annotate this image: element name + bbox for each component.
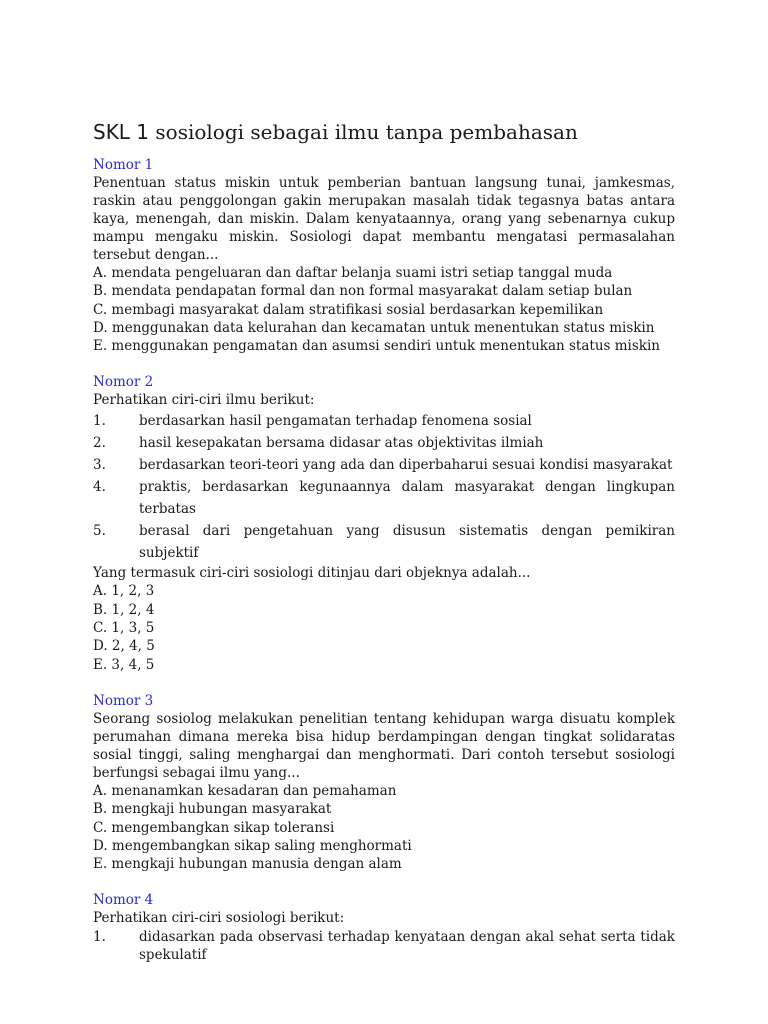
question-3: [93, 692, 675, 873]
question-1-option-a: A. mendata pengeluaran dan daftar belanja suami istri setiap tanggal muda: [93, 265, 613, 281]
question-3-option-a: A. menanamkan kesadaran dan pemahaman: [93, 782, 397, 799]
list-item: 3. berdasarkan teori-teori yang ada dan diperbaharui sesuai kondisi masyarakat: [93, 456, 673, 473]
question-2-heading: Nomor 2: [93, 374, 154, 391]
question-3-option-e: E. mengkaji hubungan manusia dengan alam: [93, 856, 402, 873]
question-2-option-e: E. 3, 4, 5: [93, 656, 155, 673]
list-item: 1. berdasarkan hasil pengamatan terhadap fenomena sosial: [93, 412, 532, 429]
question-2-option-c: C. 1, 3, 5: [93, 620, 155, 637]
list-item: 4. praktis, berdasarkan kegunaannya dalam masyarakat dengan lingkupan terbatas: [93, 478, 675, 517]
question-1: [93, 156, 675, 355]
title-subject: sosiologi sebagai ilmu tanpa pembahasan: [149, 120, 578, 144]
list-item: 1. didasarkan pada observasi terhadap kenyataan dengan akal sehat serta tidak spekulatif: [93, 928, 675, 963]
question-2-text: Yang termasuk ciri-ciri sosiologi ditinjau dari objeknya adalah...: [93, 564, 531, 581]
page-title: [93, 118, 675, 146]
question-2-option-b: B. 1, 2, 4: [93, 601, 155, 618]
question-1-option-b: B. mendata pendapatan formal dan non formal masyarakat dalam setiap bulan: [93, 283, 633, 300]
question-2-option-d: D. 2, 4, 5: [93, 638, 155, 655]
question-3-option-c: C. mengembangkan sikap toleransi: [93, 819, 335, 836]
list-item: 2. hasil kesepakatan bersama didasar atas objektivitas ilmiah: [93, 434, 544, 451]
question-1-option-c: C. membagi masyarakat dalam stratifikasi sosial berdasarkan kepemilikan: [93, 301, 604, 318]
question-4-heading: Nomor 4: [93, 892, 154, 909]
question-1-option-d: D. menggunakan data kelurahan dan kecamatan untuk menentukan status miskin: [93, 319, 655, 336]
question-3-heading: Nomor 3: [93, 692, 154, 709]
title-code: SKL 1: [93, 120, 150, 144]
question-2-intro: Perhatikan ciri-ciri ilmu berikut:: [93, 392, 315, 409]
question-4-intro: Perhatikan ciri-ciri sosiologi berikut:: [93, 910, 345, 927]
question-1-text: Penentuan status miskin untuk pemberian bantuan langsung tunai, jamkesmas, raskin atau penggolongan gakin merupakan masalah tidak tegasnya batas antara kaya, menengah, dan miskin. Dalam kenyataannya, orang yang sebenarnya cukup mampu mengaku miskin. Sosiologi dapat membantu mengatasi permasalahan tersebut dengan...: [93, 175, 675, 263]
question-3-text: Seorang sosiolog melakukan penelitian tentang kehidupan warga disuatu komplek perumahan dimana mereka bisa hidup berdampingan dengan tingkat solidaratas sosial tinggi, saling menghargai dan menghormati. Dari contoh tersebut sosiologi berfungsi sebagai ilmu yang...: [93, 710, 675, 781]
question-1-option-e: E. menggunakan pengamatan dan asumsi sendiri untuk menentukan status miskin: [93, 338, 660, 355]
question-2-option-a: A. 1, 2, 3: [93, 583, 155, 600]
question-2: [93, 373, 675, 673]
question-3-option-b: B. mengkaji hubungan masyarakat: [93, 801, 332, 818]
list-item: 5. berasal dari pengetahuan yang disusun sistematis dengan pemikiran subjektif: [93, 522, 675, 561]
question-1-heading: Nomor 1: [93, 157, 154, 173]
question-3-option-d: D. mengembangkan sikap saling menghormati: [93, 837, 412, 854]
question-4: [93, 891, 675, 964]
